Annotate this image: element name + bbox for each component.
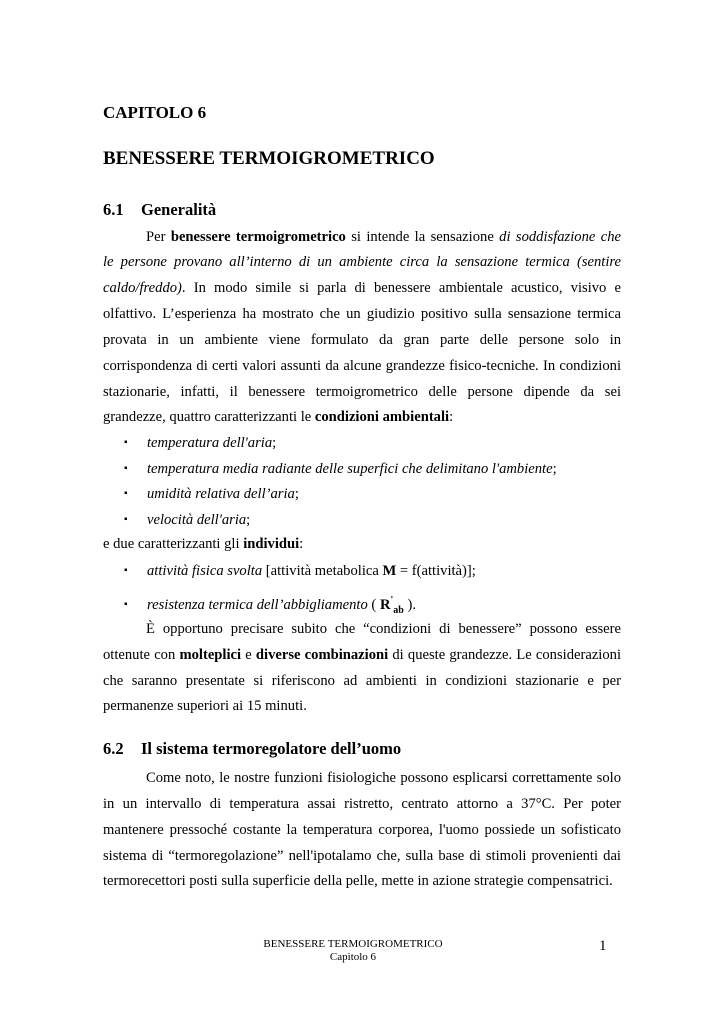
paragraph-line: che saranno presentate si riferiscono ad ambienti in condizioni stazionarie e per [103,673,621,689]
paragraph-line: Per benessere termoigrometrico si intende la sensazione di soddisfazione che [146,229,621,245]
list-item: ▪ temperatura dell'aria; [124,430,276,455]
chapter-title: BENESSERE TERMOIGROMETRICO [103,148,435,169]
symbol-r: R [379,596,391,613]
section-title: Generalità [141,200,217,219]
list-item: ▪ temperatura media radiante delle superfici che delimitano l'ambiente; [124,456,557,481]
section-heading-2 [103,739,401,759]
paragraph-line: permanenze superiori ai 15 minuti. [103,698,307,714]
chapter-label: CAPITOLO 6 [103,103,207,122]
list-item: ▪ umidità relativa dell’aria; [124,481,299,506]
paragraph-line: caldo/freddo). In modo simile si parla di benessere ambientale acustico, visivo e [103,280,621,296]
paragraph-line: stazionarie, infatti, il benessere termoigrometrico delle persone dipende da sei [103,384,621,400]
list-item: ▪ resistenza termica dell’abbigliamento ( $R'_{ab}$ ). [124,588,416,613]
bullet-icon: ▪ [124,488,128,499]
bullet-icon: ▪ [124,463,128,474]
bullet-icon: ▪ [124,598,128,610]
paragraph-line: ottenute con molteplici e diverse combinazioni di queste grandezze. Le considerazioni [103,647,621,663]
list-item: ▪ attività fisica svolta [attività metabolica M = f(attività)]; [124,558,476,583]
paragraph-line: grandezze, quattro caratterizzanti le condizioni ambientali: [103,409,454,425]
section-title: Il sistema termoregolatore dell’uomo [141,739,402,758]
paragraph-line: corrispondenza di certi valori assunti da alcune grandezze fisico-tecniche. In condizioni [103,358,621,374]
paragraph-line: olfattivo. L’esperienza ha mostrato che un giudizio positivo sulla sensazione termica [103,306,621,322]
list-item: ▪ velocità dell'aria; [124,507,250,532]
paragraph-line: sistema di “termoregolazione” nell'ipotalamo che, sulla base di stimoli provenienti dai [103,848,621,864]
paragraph-line: e due caratterizzanti gli individui: [103,536,304,552]
bullet-icon: ▪ [124,565,128,576]
section-number: 6.2 [103,739,124,758]
footer-title: BENESSERE TERMOIGROMETRICO [263,938,443,950]
page-number: 1 [599,938,607,954]
paragraph-line: mantenere pressoché costante la temperatura corporea, l'uomo possiede un sofisticato [103,822,621,838]
paragraph-line: le persone provano all’interno di un ambiente circa la sensazione termica (sentire [103,254,621,270]
bullet-icon: ▪ [124,437,128,448]
paragraph-line: Come noto, le nostre funzioni fisiologiche possono esplicarsi correttamente solo [146,770,621,786]
paragraph-line: termorecettori posti sulla superficie della pelle, mette in azione strategie compensatrici. [103,873,613,889]
paragraph-line: provata in un ambiente viene formulato da gran parte delle persone solo in [103,332,621,348]
page-footer [250,938,456,964]
bullet-icon: ▪ [124,514,128,525]
paragraph-line: in un intervallo di temperatura assai ristretto, centrato attorno a 37°C. Per poter [103,796,621,812]
section-heading-1 [103,200,216,220]
paragraph-line: È opportuno precisare subito che “condizioni di benessere” possono essere [146,621,621,637]
section-number: 6.1 [103,200,124,219]
footer-chapter: Capitolo 6 [329,951,377,963]
